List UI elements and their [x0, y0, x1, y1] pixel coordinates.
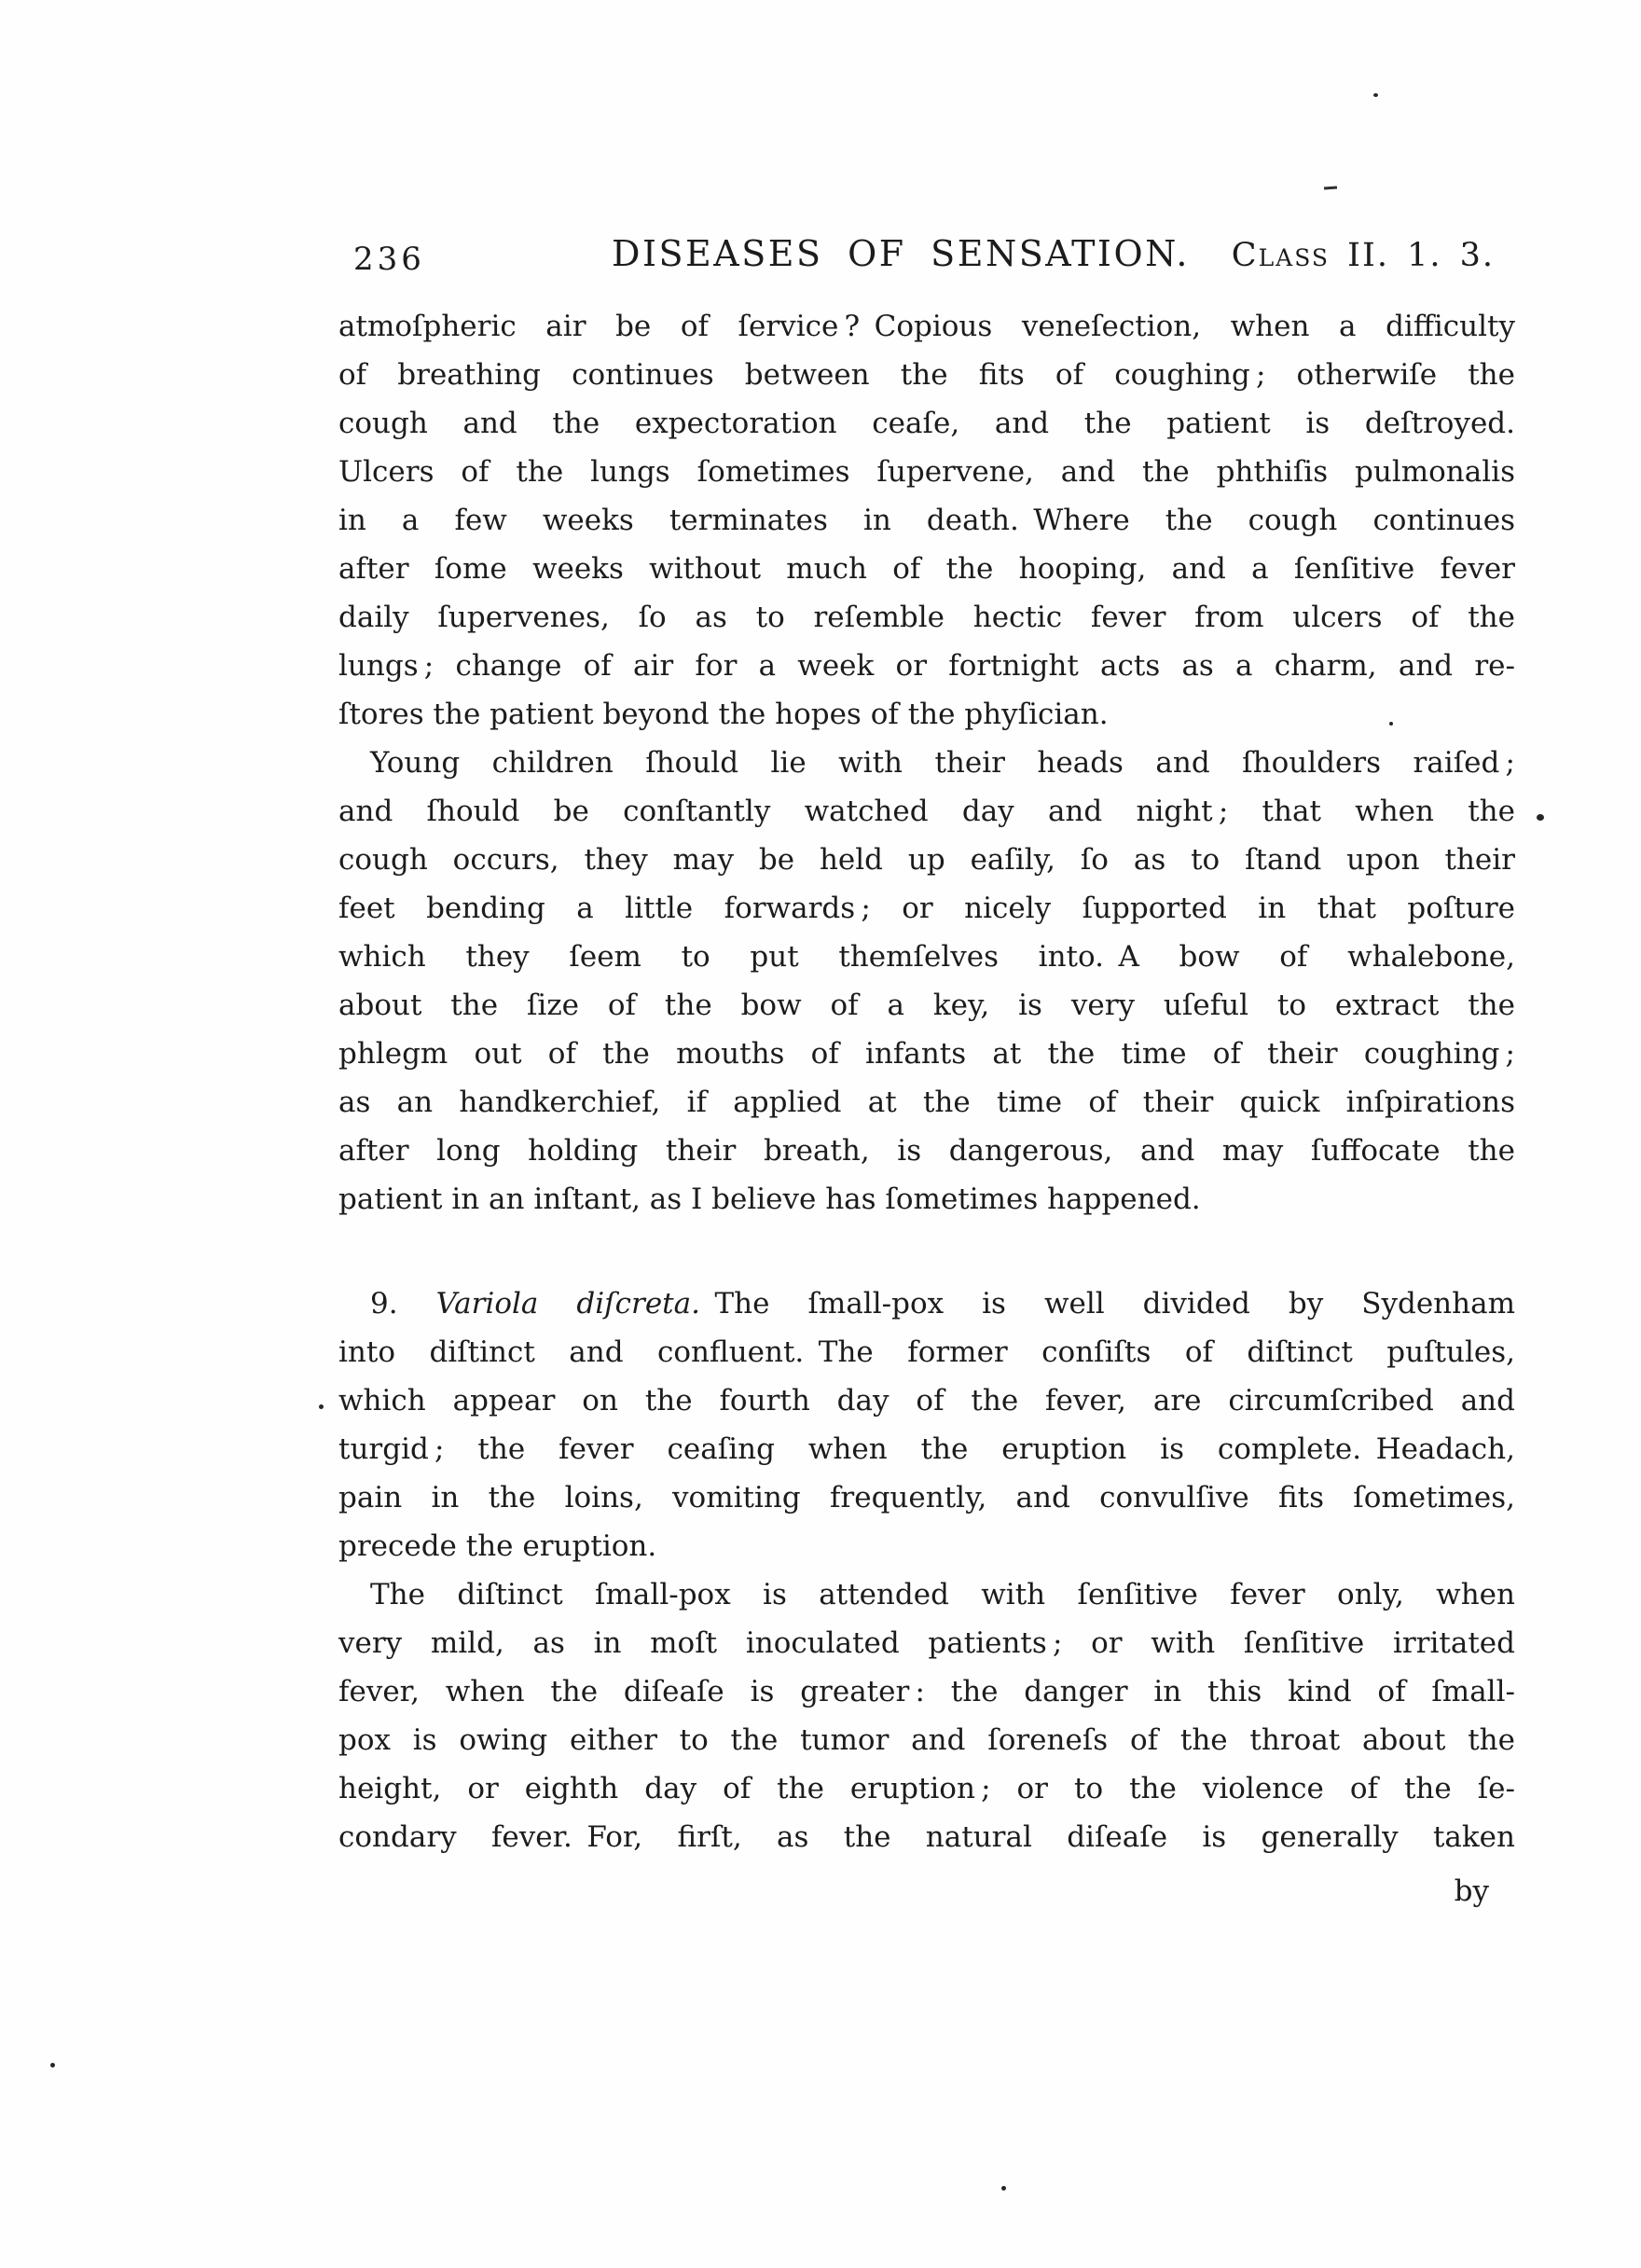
paragraph — [338, 739, 1515, 1224]
text-line: atmoſpheric air be of ſervice ? Copious veneſection, when a difficulty — [338, 310, 1515, 343]
text-line: about the ſize of the bow of a key, is very uſeful to extract the — [338, 989, 1515, 1022]
page-header — [338, 233, 1515, 285]
scan-artifact — [319, 1404, 324, 1409]
text-line: Young children ſhould lie with their heads and ſhoulders raiſed ; — [370, 746, 1515, 780]
catchword: by — [1454, 1874, 1489, 1908]
text-line: after ſome weeks without much of the hooping, and a ſenſitive fever — [338, 552, 1515, 586]
text-line: turgid ; the fever ceaſing when the eruption is complete. Headach, — [338, 1432, 1515, 1466]
paragraph — [338, 1570, 1515, 1861]
text-segment: 9. — [370, 1287, 436, 1321]
text-line: which they ſeem to put themſelves into. A bow of whalebone, — [338, 940, 1515, 974]
text-line: patient in an inſtant, as I believe has ſometimes happened. — [338, 1182, 1201, 1216]
text-line: lungs ; change of air for a week or fortnight acts as a charm, and re- — [338, 649, 1515, 683]
text-line: after long holding their breath, is dangerous, and may ſuffocate the — [338, 1134, 1515, 1168]
text-line: and ſhould be conſtantly watched day and night ; that when the — [338, 795, 1515, 828]
text-line: The diſtinct ſmall-pox is attended with ſenſitive fever only, when — [370, 1578, 1515, 1611]
text-line: Ulcers of the lungs ſometimes ſupervene, and the phthiſis pulmonalis — [338, 455, 1515, 489]
text-segment: The ſmall-pox is well divided by Sydenham — [699, 1287, 1515, 1321]
scan-artifact — [1324, 187, 1337, 190]
scan-artifact — [1389, 722, 1393, 726]
text-line: precede the eruption. — [338, 1529, 657, 1563]
scan-artifact — [1537, 814, 1544, 821]
text-line: pox is owing either to the tumor and ſoreneſs of the throat about the — [338, 1723, 1515, 1757]
text-line: feet bending a little forwards ; or nicely ſupported in that poſture — [338, 892, 1515, 925]
text-line: fever, when the diſeaſe is greater : the danger in this kind of ſmall- — [338, 1675, 1515, 1708]
text-line: cough and the expectoration ceaſe, and the patient is deſtroyed. — [338, 407, 1515, 440]
text-line: daily ſupervenes, ſo as to reſemble hectic fever from ulcers of the — [338, 601, 1515, 634]
text-line: which appear on the fourth day of the fever, are circumſcribed and — [338, 1384, 1515, 1418]
text-line: height, or eighth day of the eruption ; or to the violence of the ſe- — [338, 1772, 1515, 1805]
scan-artifact — [1373, 93, 1378, 97]
text-line: phlegm out of the mouths of infants at the time of their coughing ; — [338, 1037, 1515, 1071]
paragraph — [338, 1279, 1515, 1570]
text-line: in a few weeks terminates in death. Where the cough continues — [338, 504, 1515, 537]
text-line: ſtores the patient beyond the hopes of the phyſician. — [338, 698, 1109, 731]
text-line: into diſtinct and confluent. The former conſiſts of diſtinct puſtules, — [338, 1335, 1515, 1369]
text-line: cough occurs, they may be held up eaſily, ſo as to ſtand upon their — [338, 843, 1515, 877]
text-line: of breathing continues between the fits of coughing ; otherwiſe the — [338, 358, 1515, 392]
text-line — [338, 1279, 1515, 1328]
text-line: very mild, as in moſt inoculated patients ; or with ſenſitive irritated — [338, 1626, 1515, 1660]
italic-phrase: Variola diſcreta. — [435, 1287, 700, 1321]
scan-artifact — [1001, 2186, 1006, 2191]
section-label: Class II. 1. 3. — [1231, 237, 1495, 274]
page-number: 236 — [353, 241, 425, 278]
scan-artifact — [50, 2063, 55, 2067]
text-line: pain in the loins, vomiting frequently, and convulſive fits ſometimes, — [338, 1481, 1515, 1514]
paragraph — [338, 302, 1515, 739]
text-line: as an handkerchief, if applied at the time of their quick inſpirations — [338, 1086, 1515, 1119]
text-line: condary fever. For, firſt, as the natural diſeaſe is generally taken — [338, 1820, 1515, 1854]
running-title: DISEASES OF SENSATION. — [612, 233, 1190, 274]
text-block — [338, 302, 1515, 1861]
